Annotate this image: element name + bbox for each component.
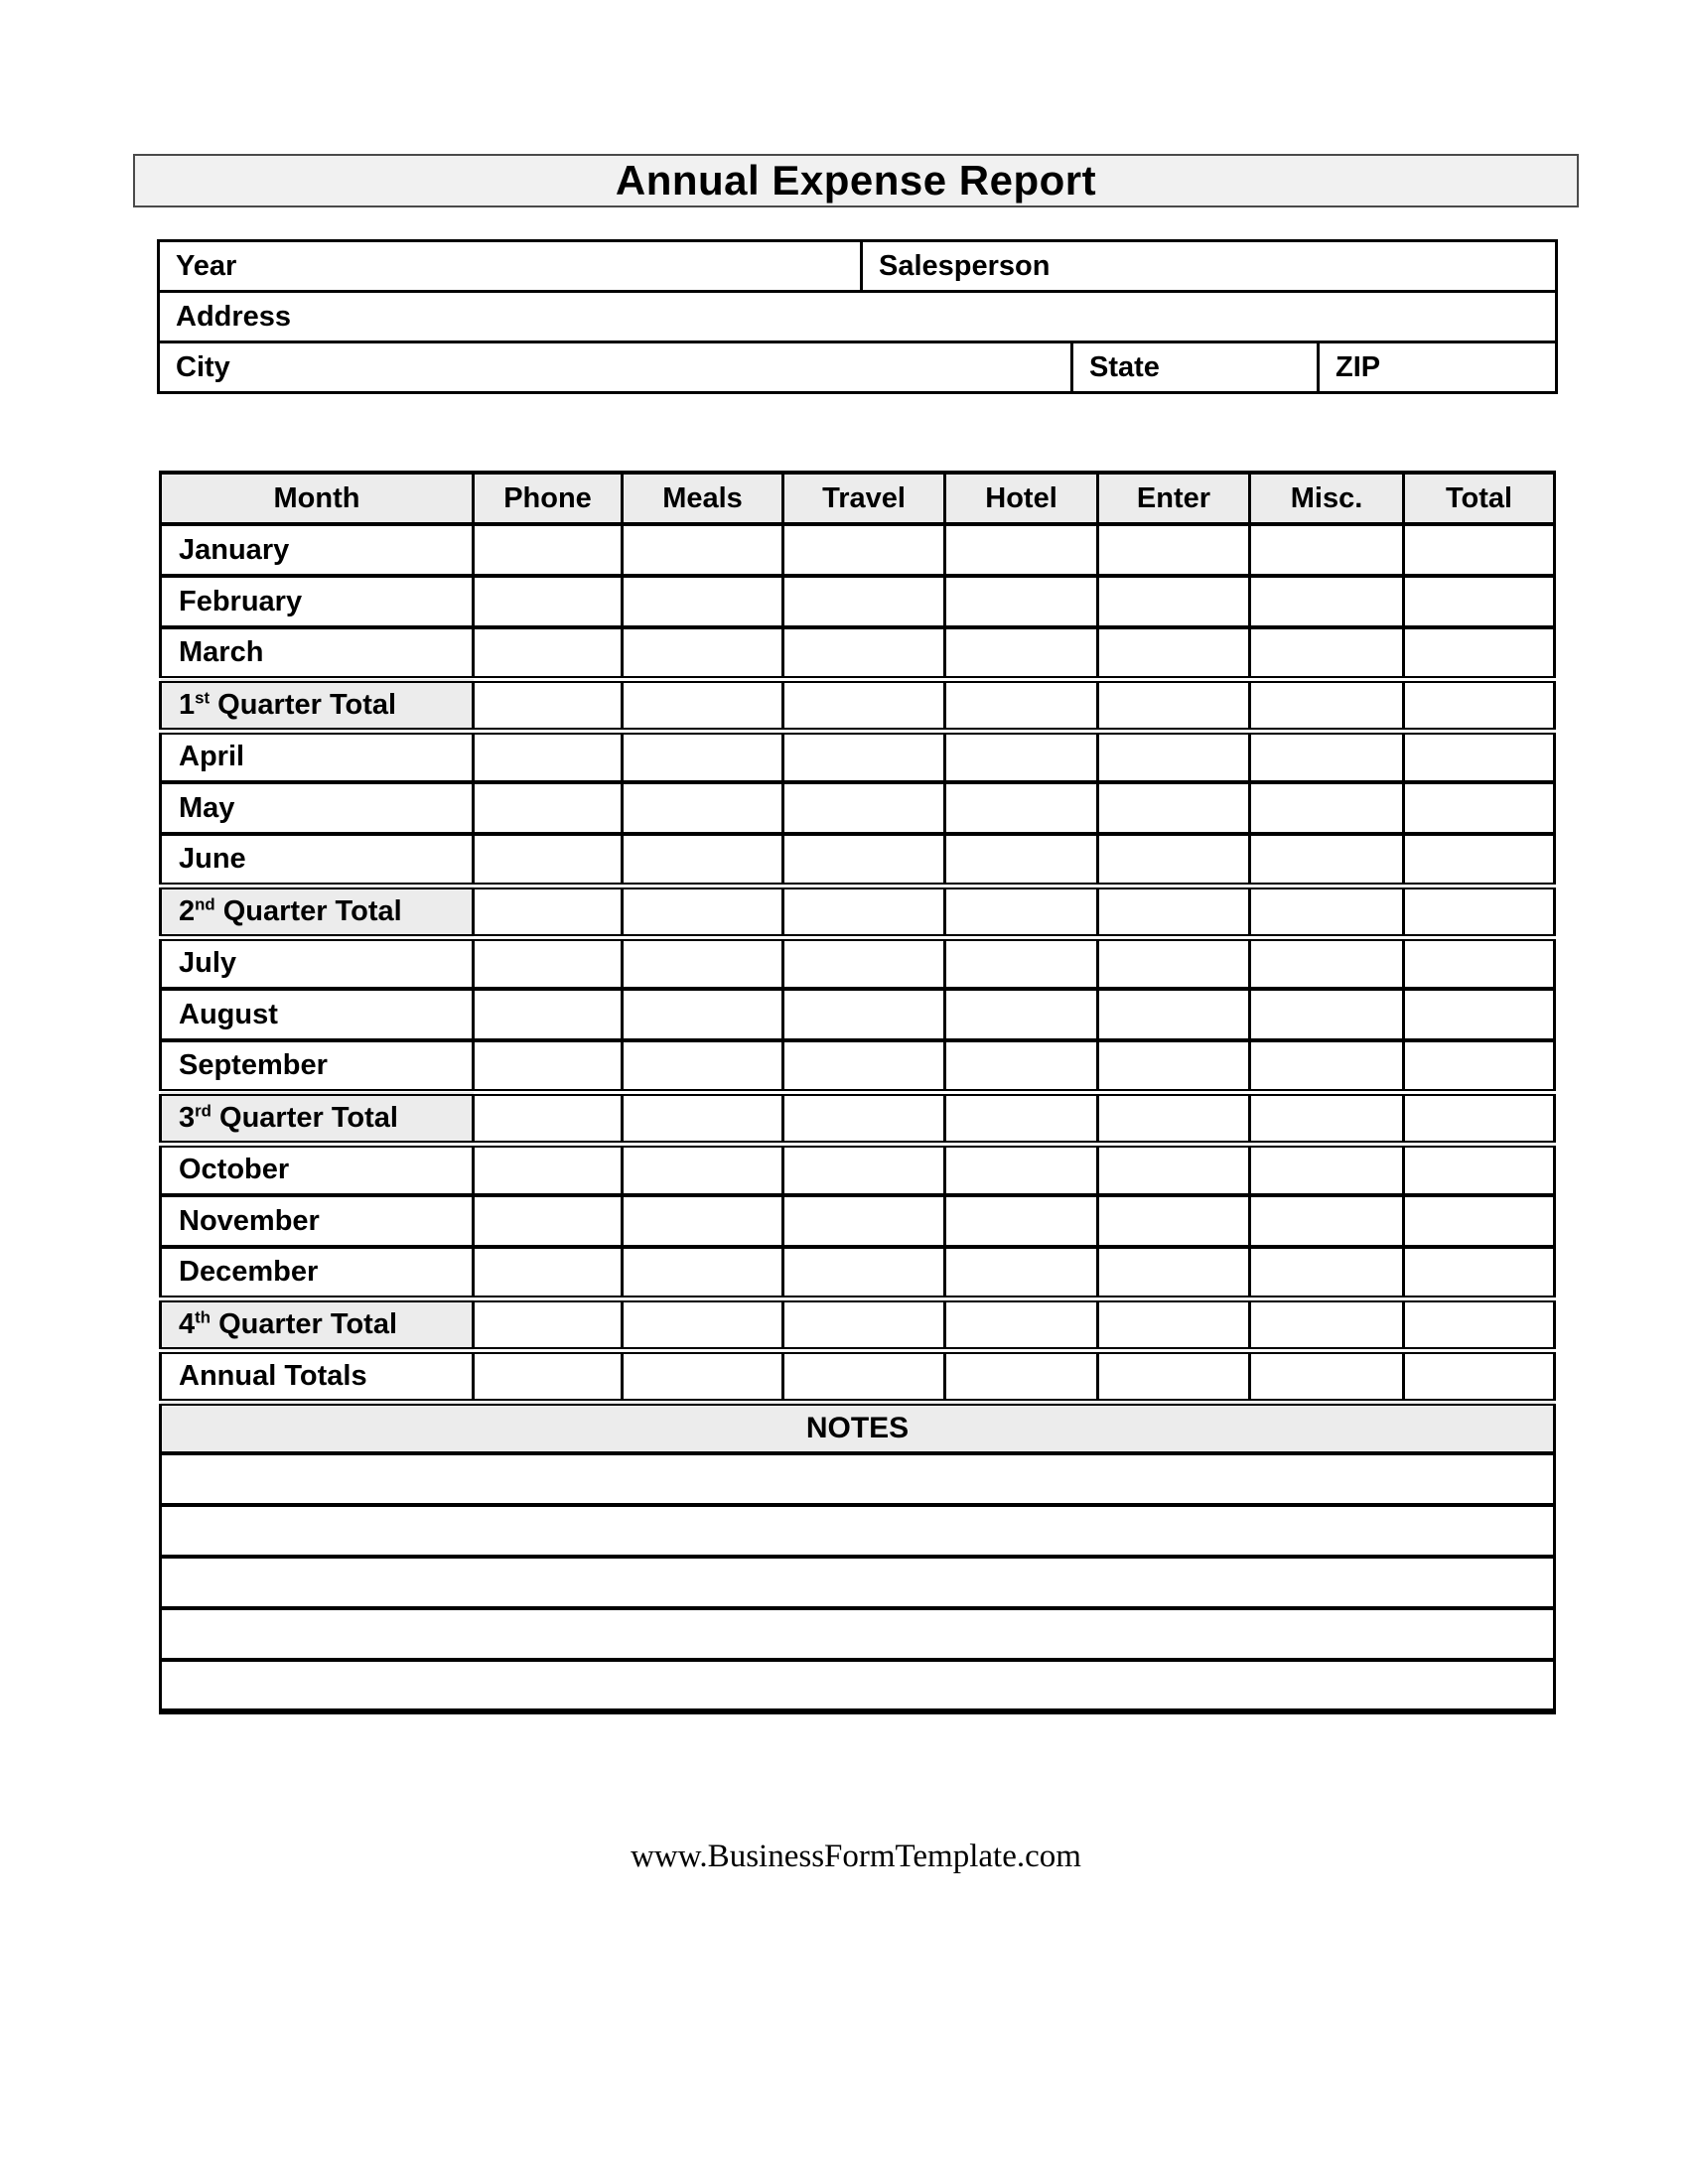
expense-value-cell[interactable]	[783, 524, 945, 576]
expense-value-cell[interactable]	[1098, 1144, 1250, 1195]
expense-value-cell[interactable]	[783, 1247, 945, 1298]
expense-value-cell[interactable]	[783, 1144, 945, 1195]
expense-value-cell[interactable]	[1404, 1298, 1555, 1350]
expense-value-cell[interactable]	[1098, 627, 1250, 679]
expense-value-cell[interactable]	[474, 782, 623, 834]
expense-value-cell[interactable]	[945, 886, 1098, 937]
quarter-total-label-cell: 1st Quarter Total	[161, 679, 474, 731]
column-header-enter: Enter	[1098, 473, 1250, 524]
table-row-september	[161, 1040, 1555, 1092]
info-form-table	[157, 239, 1558, 394]
expense-value-cell[interactable]	[945, 1040, 1098, 1092]
expense-value-cell[interactable]	[1404, 1040, 1555, 1092]
expense-value-cell[interactable]	[945, 1144, 1098, 1195]
expense-value-cell[interactable]	[1250, 782, 1404, 834]
quarter-total-label-cell: 2nd Quarter Total	[161, 886, 474, 937]
expense-value-cell[interactable]	[945, 834, 1098, 886]
table-row-april	[161, 731, 1555, 782]
expense-value-cell[interactable]	[1250, 1298, 1404, 1350]
notes-blank-row	[161, 1660, 1555, 1711]
table-row-june	[161, 834, 1555, 886]
expense-value-cell[interactable]	[623, 989, 783, 1040]
quarter-total-label-cell: 3rd Quarter Total	[161, 1092, 474, 1144]
column-header-month: Month	[161, 473, 474, 524]
expense-value-cell[interactable]	[1098, 989, 1250, 1040]
expense-value-cell[interactable]	[623, 627, 783, 679]
state-label: State	[1089, 350, 1160, 383]
expense-value-cell[interactable]	[623, 834, 783, 886]
table-row-october	[161, 1144, 1555, 1195]
notes-line[interactable]	[161, 1453, 1555, 1505]
expense-value-cell[interactable]	[783, 679, 945, 731]
expense-value-cell[interactable]	[1404, 524, 1555, 576]
expense-value-cell[interactable]	[1404, 1195, 1555, 1247]
expense-value-cell[interactable]	[945, 1350, 1098, 1402]
expense-value-cell[interactable]	[1250, 627, 1404, 679]
expense-value-cell[interactable]	[783, 731, 945, 782]
expense-value-cell[interactable]	[623, 1298, 783, 1350]
expense-value-cell[interactable]	[623, 679, 783, 731]
expense-value-cell[interactable]	[623, 782, 783, 834]
expense-value-cell[interactable]	[945, 989, 1098, 1040]
expense-value-cell[interactable]	[1404, 731, 1555, 782]
column-header-travel: Travel	[783, 473, 945, 524]
annual-totals-label-cell: Annual Totals	[161, 1350, 474, 1402]
city-field[interactable]	[159, 342, 1072, 393]
expense-value-cell[interactable]	[623, 1144, 783, 1195]
expense-value-cell[interactable]	[1098, 1247, 1250, 1298]
expense-value-cell[interactable]	[783, 1350, 945, 1402]
expense-value-cell[interactable]	[1250, 679, 1404, 731]
table-row-november	[161, 1195, 1555, 1247]
footer-website-text: www.BusinessFormTemplate.com	[631, 1839, 1081, 1874]
month-label-cell: January	[161, 524, 474, 576]
month-label-cell: February	[161, 576, 474, 627]
table-row-december	[161, 1247, 1555, 1298]
table-row-annual-totals	[161, 1350, 1555, 1402]
expense-value-cell[interactable]	[474, 1092, 623, 1144]
expense-value-cell[interactable]	[945, 679, 1098, 731]
notes-blank-row	[161, 1557, 1555, 1608]
expense-value-cell[interactable]	[783, 886, 945, 937]
expense-value-cell[interactable]	[1250, 937, 1404, 989]
expense-value-cell[interactable]	[1250, 1040, 1404, 1092]
expense-value-cell[interactable]	[783, 782, 945, 834]
expense-value-cell[interactable]	[945, 1195, 1098, 1247]
zip-field[interactable]	[1319, 342, 1557, 393]
expense-value-cell[interactable]	[1098, 679, 1250, 731]
expense-value-cell[interactable]	[1404, 1092, 1555, 1144]
notes-blank-row	[161, 1453, 1555, 1505]
expense-value-cell[interactable]	[1098, 1040, 1250, 1092]
expense-value-cell[interactable]	[1098, 731, 1250, 782]
expense-value-cell[interactable]	[783, 1092, 945, 1144]
year-field[interactable]	[159, 241, 862, 292]
expense-value-cell[interactable]	[474, 1040, 623, 1092]
column-header-total: Total	[1404, 473, 1555, 524]
expense-value-cell[interactable]	[783, 627, 945, 679]
column-header-meals: Meals	[623, 473, 783, 524]
table-row-q4-total	[161, 1298, 1555, 1350]
expense-value-cell[interactable]	[1404, 1350, 1555, 1402]
form-title-bar	[133, 154, 1579, 207]
expense-value-cell[interactable]	[623, 1247, 783, 1298]
table-row-january	[161, 524, 1555, 576]
state-field[interactable]	[1072, 342, 1319, 393]
expense-value-cell[interactable]	[1250, 1092, 1404, 1144]
expense-value-cell[interactable]	[945, 731, 1098, 782]
column-header-phone: Phone	[474, 473, 623, 524]
expense-value-cell[interactable]	[623, 1350, 783, 1402]
expense-value-cell[interactable]	[474, 1247, 623, 1298]
expense-value-cell[interactable]	[474, 731, 623, 782]
month-label-cell: September	[161, 1040, 474, 1092]
expense-value-cell[interactable]	[945, 1298, 1098, 1350]
table-row-july	[161, 937, 1555, 989]
table-row-march	[161, 627, 1555, 679]
salesperson-field[interactable]	[862, 241, 1557, 292]
month-label-cell: November	[161, 1195, 474, 1247]
expense-value-cell[interactable]	[783, 989, 945, 1040]
expense-value-cell[interactable]	[783, 937, 945, 989]
month-label-cell: July	[161, 937, 474, 989]
expense-value-cell[interactable]	[474, 576, 623, 627]
table-row-q2-total	[161, 886, 1555, 937]
column-header-misc: Misc.	[1250, 473, 1404, 524]
expense-value-cell[interactable]	[783, 1195, 945, 1247]
expense-value-cell[interactable]	[474, 1298, 623, 1350]
info-row-year-salesperson	[159, 241, 1557, 292]
month-label-cell: December	[161, 1247, 474, 1298]
column-header-hotel: Hotel	[945, 473, 1098, 524]
notes-header-cell: NOTES	[161, 1402, 1555, 1453]
expense-value-cell[interactable]	[1250, 1350, 1404, 1402]
expense-value-cell[interactable]	[945, 524, 1098, 576]
expense-value-cell[interactable]	[623, 576, 783, 627]
expense-value-cell[interactable]	[783, 1298, 945, 1350]
expense-value-cell[interactable]	[783, 576, 945, 627]
expense-value-cell[interactable]	[1098, 1195, 1250, 1247]
expense-value-cell[interactable]	[623, 1092, 783, 1144]
expense-value-cell[interactable]	[945, 1247, 1098, 1298]
expense-value-cell[interactable]	[1404, 679, 1555, 731]
expense-value-cell[interactable]	[623, 1195, 783, 1247]
expense-value-cell[interactable]	[945, 937, 1098, 989]
expense-value-cell[interactable]	[1250, 1195, 1404, 1247]
expense-value-cell[interactable]	[1404, 1247, 1555, 1298]
expense-value-cell[interactable]	[623, 524, 783, 576]
expense-value-cell[interactable]	[945, 1092, 1098, 1144]
expense-value-cell[interactable]	[1098, 524, 1250, 576]
expense-value-cell[interactable]	[623, 731, 783, 782]
expense-value-cell[interactable]	[474, 524, 623, 576]
expense-value-cell[interactable]	[1404, 782, 1555, 834]
expense-value-cell[interactable]	[1250, 1144, 1404, 1195]
table-row-february	[161, 576, 1555, 627]
expense-value-cell[interactable]	[945, 576, 1098, 627]
expense-value-cell[interactable]	[474, 989, 623, 1040]
expense-value-cell[interactable]	[945, 627, 1098, 679]
expense-value-cell[interactable]	[1404, 886, 1555, 937]
expense-value-cell[interactable]	[1250, 576, 1404, 627]
salesperson-label: Salesperson	[879, 249, 1051, 282]
expense-value-cell[interactable]	[1404, 1144, 1555, 1195]
quarter-total-label-cell: 4th Quarter Total	[161, 1298, 474, 1350]
zip-label: ZIP	[1336, 350, 1381, 383]
expense-value-cell[interactable]	[1404, 834, 1555, 886]
notes-line[interactable]	[161, 1608, 1555, 1660]
table-row-august	[161, 989, 1555, 1040]
expense-value-cell[interactable]	[1250, 886, 1404, 937]
expense-value-cell[interactable]	[1098, 782, 1250, 834]
table-row-may	[161, 782, 1555, 834]
expense-value-cell[interactable]	[1098, 1350, 1250, 1402]
expense-value-cell[interactable]	[1098, 886, 1250, 937]
page-title: Annual Expense Report	[615, 157, 1097, 204]
month-label-cell: May	[161, 782, 474, 834]
month-label-cell: June	[161, 834, 474, 886]
notes-line[interactable]	[161, 1660, 1555, 1711]
expense-value-cell[interactable]	[474, 1350, 623, 1402]
address-field[interactable]	[159, 292, 1557, 342]
address-label: Address	[176, 300, 292, 333]
expense-value-cell[interactable]	[783, 1040, 945, 1092]
expense-value-cell[interactable]	[1098, 834, 1250, 886]
expense-value-cell[interactable]	[1098, 1092, 1250, 1144]
expense-value-cell[interactable]	[1250, 834, 1404, 886]
expense-value-cell[interactable]	[1404, 937, 1555, 989]
notes-blank-row	[161, 1608, 1555, 1660]
expense-value-cell[interactable]	[1098, 576, 1250, 627]
table-row-q3-total	[161, 1092, 1555, 1144]
expense-value-cell[interactable]	[1404, 576, 1555, 627]
expense-value-cell[interactable]	[474, 1144, 623, 1195]
expense-value-cell[interactable]	[623, 1040, 783, 1092]
notes-line[interactable]	[161, 1505, 1555, 1557]
expense-value-cell[interactable]	[474, 886, 623, 937]
expense-header-row	[161, 473, 1555, 524]
month-label-cell: March	[161, 627, 474, 679]
expense-value-cell[interactable]	[1250, 1247, 1404, 1298]
expense-value-cell[interactable]	[1404, 989, 1555, 1040]
notes-blank-row	[161, 1505, 1555, 1557]
expense-value-cell[interactable]	[623, 937, 783, 989]
month-label-cell: August	[161, 989, 474, 1040]
expense-value-cell[interactable]	[945, 782, 1098, 834]
notes-line[interactable]	[161, 1557, 1555, 1608]
expense-value-cell[interactable]	[474, 937, 623, 989]
expense-value-cell[interactable]	[1404, 627, 1555, 679]
expense-value-cell[interactable]	[1250, 731, 1404, 782]
expense-value-cell[interactable]	[783, 834, 945, 886]
expense-value-cell[interactable]	[474, 679, 623, 731]
year-label: Year	[176, 249, 237, 282]
expense-value-cell[interactable]	[623, 886, 783, 937]
table-row-q1-total	[161, 679, 1555, 731]
month-label-cell: October	[161, 1144, 474, 1195]
notes-header-row	[161, 1402, 1555, 1453]
expense-value-cell[interactable]	[474, 627, 623, 679]
info-row-city-state-zip	[159, 342, 1557, 393]
info-row-address	[159, 292, 1557, 342]
expense-value-cell[interactable]	[1098, 1298, 1250, 1350]
expense-value-cell[interactable]	[474, 834, 623, 886]
expense-value-cell[interactable]	[1250, 524, 1404, 576]
expense-value-cell[interactable]	[1250, 989, 1404, 1040]
month-label-cell: April	[161, 731, 474, 782]
expense-table	[159, 471, 1556, 1714]
expense-value-cell[interactable]	[1098, 937, 1250, 989]
city-label: City	[176, 350, 230, 383]
expense-value-cell[interactable]	[474, 1195, 623, 1247]
